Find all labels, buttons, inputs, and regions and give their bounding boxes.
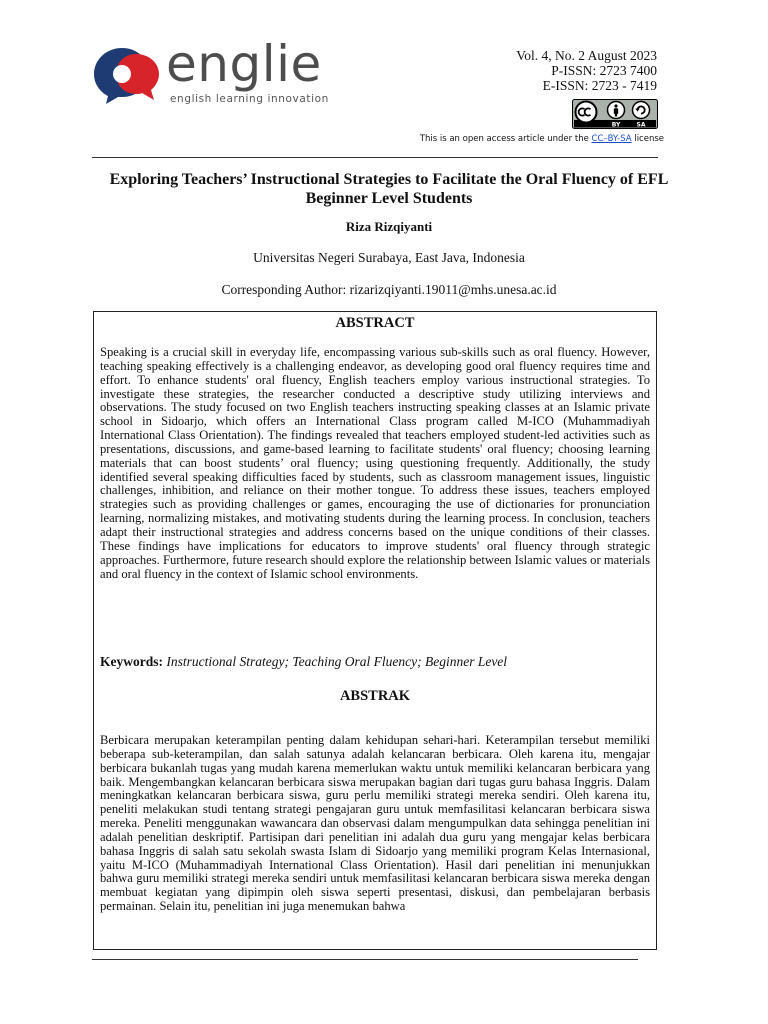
svg-text:BY: BY bbox=[611, 121, 621, 129]
logo-wordmark: englie bbox=[166, 35, 322, 93]
logo-tagline: english learning innovation bbox=[170, 93, 329, 105]
license-link[interactable]: CC–BY-SA bbox=[591, 134, 632, 144]
journal-logo bbox=[90, 35, 340, 110]
keywords-value: Instructional Strategy; Teaching Oral Fluency; Beginner Level bbox=[166, 654, 508, 669]
keywords-label: Keywords: bbox=[100, 654, 163, 669]
journal-e-issn: E-ISSN: 2723 - 7419 bbox=[542, 78, 657, 93]
license-notice bbox=[420, 134, 664, 144]
abstrak-text: Berbicara merupakan keterampilan penting dalam kehidupan sehari-hari. Keterampilan tersebut memiliki beberapa sub-keterampilan, dan salah satunya adalah kelancaran berbicara. Oleh karena itu, mengajar berbicara bukanlah tugas yang mudah karena memerlukan waktu untuk memiliki kelancaran berbicara yang baik. Mengembangkan kelancaran berbicara siswa merupakan bagian dari tugas guru bahasa Inggris. Dalam meningkatkan kelancaran berbicara siswa, guru perlu memiliki strategi mereka sendiri. Oleh karena itu, peneliti melakukan studi tentang strategi pengajaran guru untuk memfasilitasi kelancaran berbicara siswa mereka. Peneliti menggunakan wawancara dan observasi dalam mengumpulkan data sehingga penelitian ini adalah penelitian deskriptif. Partisipan dari penelitian ini adalah dua guru yang mengajar kelas berbicara bahasa Inggris di salah satu sekolah swasta Islam di Sidoarjo yang memiliki program Kelas Internasional, yaitu M-ICO (Muhammadiyah International Class Orientation). Hasil dari penelitian ini menunjukkan bahwa guru memiliki strategi mereka sendiri untuk memfasilitasi kelancaran berbicara siswa mereka dengan membuat kegiatan yang dipimpin oleh siswa seperti presentasi, diskusi, dan pembelajaran berbasis permainan. Selain itu, penelitian ini juga menemukan bahwa bbox=[100, 733, 650, 914]
journal-volume: Vol. 4, No. 2 August 2023 bbox=[516, 48, 657, 63]
svg-text:SA: SA bbox=[636, 121, 646, 129]
header-divider bbox=[92, 157, 658, 158]
paper-title: Exploring Teachers’ Instructional Strategies to Facilitate the Oral Fluency of EFL Beginner Level Students bbox=[109, 171, 669, 207]
abstract-text: Speaking is a crucial skill in everyday life, encompassing various sub-skills such as oral fluency. However, teaching speaking effectively is a challenging endeavor, as developing good oral fluency requires time and effort. To enhance students' oral fluency, English teachers employ various instructional strategies. To investigate these strategies, the researcher conducted a descriptive study utilizing interviews and observations. The study focused on two English teachers instructing speaking classes at an Islamic private school in Sidoarjo, which offers an International Class program called M-ICO (Muhammadiyah International Class Orientation). The findings revealed that teachers employed student-led activities such as presentations, discussions, and game-based learning to facilitate students' oral fluency; choosing learning materials that can boost students’ oral fluency; using questioning frequently. Additionally, the study identified several speaking difficulties faced by students, such as classroom management issues, linguistic challenges, inhibition, and reliance on their mother tongue. To address these issues, teachers employed strategies such as providing challenges or games, encouraging the use of dictionaries for pronunciation learning, normalizing mistakes, and motivating students during the learning process. In conclusion, teachers adapt their instructional strategies and address concerns based on the unique conditions of their classes. These findings have implications for educators to improve students' oral fluency through strategic approaches. Furthermore, future research should explore the relationship between Islamic values or materials and oral fluency in the context of Islamic school environments. bbox=[100, 345, 650, 581]
cc-by-sa-icon[interactable] bbox=[572, 99, 658, 129]
license-text-before: This is an open access article under the bbox=[419, 134, 592, 144]
abstract-box bbox=[93, 311, 657, 950]
journal-p-issn: P-ISSN: 2723 7400 bbox=[551, 63, 657, 78]
author-affiliation: Universitas Negeri Surabaya, East Java, Indonesia bbox=[253, 250, 525, 265]
corresponding-author: Corresponding Author: rizarizqiyanti.19011@mhs.unesa.ac.id bbox=[221, 282, 557, 297]
speech-bubbles-logo-icon bbox=[92, 46, 160, 104]
footer-divider bbox=[92, 959, 638, 960]
author-name: Riza Rizqiyanti bbox=[345, 219, 433, 234]
abstrak-heading: ABSTRAK bbox=[339, 688, 411, 704]
keywords bbox=[100, 654, 507, 670]
license-text-after: license bbox=[631, 134, 664, 144]
abstract-heading: ABSTRACT bbox=[335, 315, 415, 331]
journal-meta bbox=[516, 48, 657, 93]
